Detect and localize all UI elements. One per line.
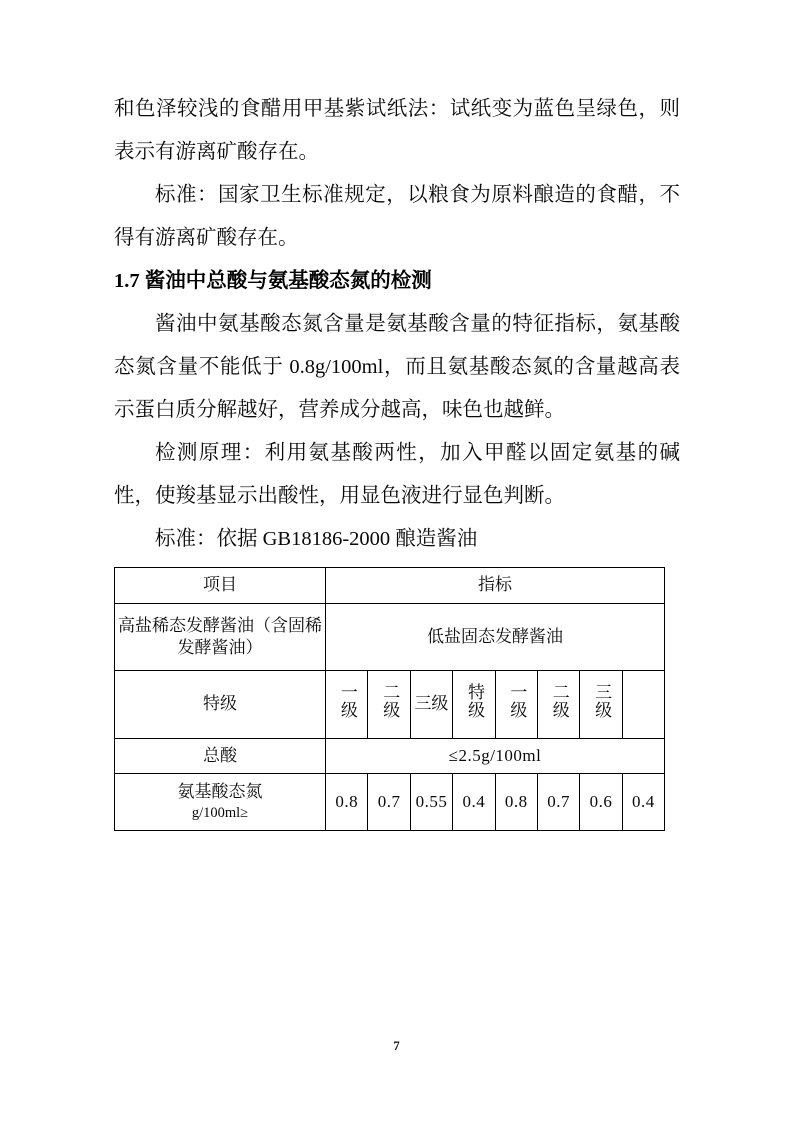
table-row-header	[115, 568, 665, 604]
cell-amino-label	[115, 774, 326, 831]
cell-amino-value-6: 0.7	[537, 774, 579, 831]
cell-grade-6	[537, 671, 579, 739]
cell-grade-8-empty	[622, 671, 664, 739]
table-row-amino-nitrogen	[115, 774, 665, 831]
cell-amino-value-5: 0.8	[495, 774, 537, 831]
grade-label-7: 三级	[592, 683, 612, 720]
cell-grade-7	[580, 671, 622, 739]
cell-total-acid-value: ≤2.5g/100ml	[326, 739, 665, 774]
cell-grade-5	[495, 671, 537, 739]
table-row-grades	[115, 671, 665, 739]
grade-label-2: 二级	[380, 683, 400, 720]
cell-amino-value-1: 0.8	[326, 774, 368, 831]
cell-high-salt-dilute-type: 高盐稀态发酵酱油（含固稀发酵酱油）	[115, 604, 326, 671]
cell-grade-2	[368, 671, 410, 739]
page-number: 7	[393, 1038, 400, 1053]
table-row-soy-type	[115, 604, 665, 671]
grade-label-6: 二级	[549, 683, 569, 720]
cell-grade-1	[326, 671, 368, 739]
grade-label-5: 一级	[507, 683, 527, 720]
cell-low-salt-solid-type: 低盐固态发酵酱油	[326, 604, 665, 671]
table-row-total-acid	[115, 739, 665, 774]
grade-label-1: 一级	[337, 683, 357, 720]
paragraph-4: 检测原理：利用氨基酸两性，加入甲醛以固定氨基的碱性，使羧基显示出酸性，用显色液进行显色判断。	[114, 442, 680, 507]
amino-name: 氨基酸态氮	[177, 781, 263, 801]
paragraph-5: 标准：依据 GB18186-2000 酿造酱油	[155, 528, 478, 550]
amino-unit: g/100ml≥	[191, 805, 249, 822]
paragraph-3: 酱油中氨基酸态氮含量是氨基酸含量的特征指标，氨基酸态氮含量不能低于 0.8g/100ml，而且氨基酸态氮的含量越高表示蛋白质分解越好，营养成分越高，味色也越鲜。	[114, 313, 680, 421]
standard-index-table	[114, 567, 665, 831]
page-content	[114, 88, 680, 831]
cell-amino-value-4: 0.4	[453, 774, 495, 831]
cell-grade-special-left: 特级	[115, 671, 326, 739]
cell-grade-4	[453, 671, 495, 739]
cell-amino-value-2: 0.7	[368, 774, 410, 831]
grade-label-4: 特级	[464, 683, 484, 720]
cell-amino-value-7: 0.6	[580, 774, 622, 831]
paragraph-1: 和色泽较浅的食醋用甲基紫试纸法：试纸变为蓝色呈绿色，则表示有游离矿酸存在。	[114, 98, 680, 163]
cell-item-header: 项目	[115, 568, 326, 604]
cell-index-header: 指标	[326, 568, 665, 604]
cell-grade-3	[410, 671, 452, 739]
grade-label-3: 三级	[414, 694, 449, 714]
paragraph-2: 标准：国家卫生标准规定，以粮食为原料酿造的食醋，不得有游离矿酸存在。	[114, 184, 680, 249]
section-heading-1-7: 1.7 酱油中总酸与氨基酸态氮的检测	[114, 270, 432, 292]
cell-amino-value-8: 0.4	[622, 774, 664, 831]
cell-amino-value-3: 0.55	[410, 774, 452, 831]
cell-total-acid-label: 总酸	[115, 739, 326, 774]
